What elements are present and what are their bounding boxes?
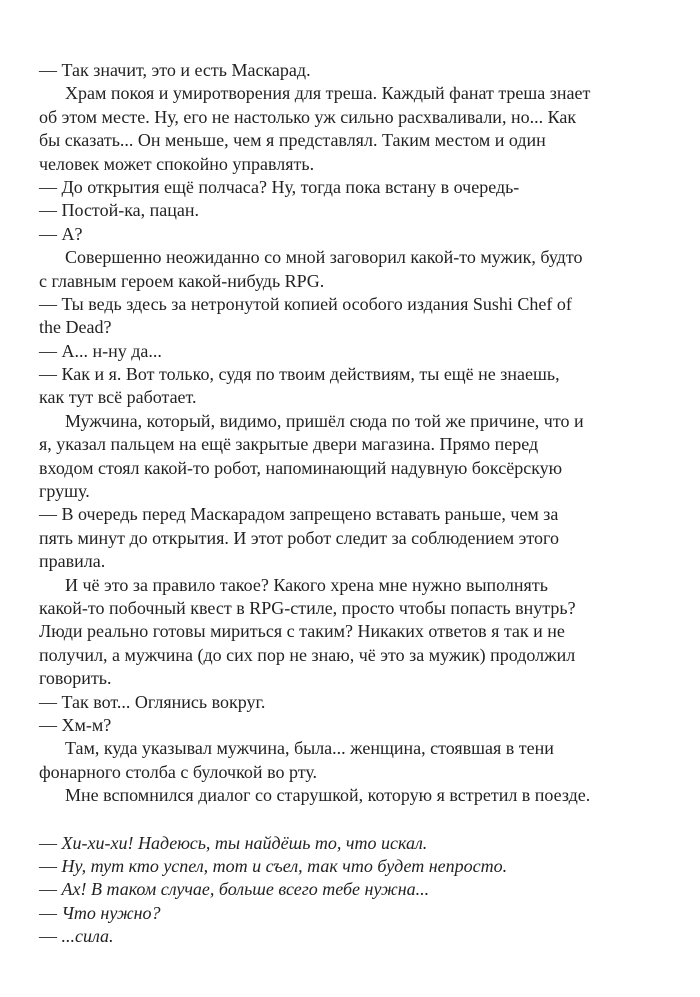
flashback-section	[39, 832, 679, 949]
text-line: какой-то побочный квест в RPG-стиле, просто чтобы попасть внутрь?	[39, 597, 576, 618]
dialogue-dash: —	[39, 926, 62, 947]
text-line: Там, куда указывал мужчина, была... женщина, стоявшая в тени	[65, 738, 554, 759]
flashback-text: ...сила.	[61, 926, 114, 947]
text-line: об этом месте. Ну, его не настолько уж сильно расхваливали, но... Как	[39, 106, 577, 127]
flashback-text: Ну, тут кто успел, тот и съел, так что будет непросто.	[61, 855, 508, 876]
text-line: бы сказать... Он меньше, чем я представлял. Таким местом и один	[39, 130, 546, 151]
text-line: — В очередь перед Маскарадом запрещено вставать раньше, чем за	[39, 504, 559, 525]
flashback-line	[39, 925, 679, 948]
text-line: — До открытия ещё полчаса? Ну, тогда пока встану в очередь-	[39, 176, 520, 197]
flashback-line	[39, 878, 679, 901]
text-line: the Dead?	[39, 317, 112, 338]
text-line: — Так значит, это и есть Маскарад.	[39, 60, 311, 80]
text-line: Люди реально готовы мириться с таким? Никаких ответов я так и не	[39, 621, 565, 642]
dialogue-dash: —	[39, 832, 62, 853]
text-line: — Как и я. Вот только, судя по твоим действиям, ты ещё не знаешь,	[39, 364, 560, 385]
dialogue-dash: —	[39, 879, 62, 900]
text-line: говорить.	[39, 668, 112, 689]
text-line: человек может спокойно управлять.	[39, 153, 315, 174]
text-line: пять минут до открытия. И этот робот следит за соблюдением этого	[39, 527, 559, 548]
text-line: — Ты ведь здесь за нетронутой копией особого издания Sushi Chef of	[39, 293, 572, 314]
text-line: Мне вспомнился диалог со старушкой, которую я встретил в поезде.	[65, 785, 591, 806]
text-line: И чё это за правило такое? Какого хрена мне нужно выполнять	[65, 574, 548, 595]
flashback-text: Хи-хи-хи! Надеюсь, ты найдёшь то, что искал.	[61, 832, 428, 853]
book-page	[39, 59, 679, 948]
text-line: как тут всё работает.	[39, 387, 197, 408]
text-line: Совершенно неожиданно со мной заговорил какой-то мужик, будто	[65, 247, 583, 268]
text-line: — Так вот... Оглянись вокруг.	[39, 691, 266, 712]
text-line: — А?	[39, 223, 83, 244]
text-line: Храм покоя и умиротворения для треша. Каждый фанат треша знает	[65, 83, 591, 104]
text-line: получил, а мужчина (до сих пор не знаю, чё это за мужик) продолжил	[39, 644, 576, 665]
text-line: я, указал пальцем на ещё закрытые двери магазина. Прямо перед	[39, 434, 539, 455]
text-line: грушу.	[39, 481, 90, 502]
prose-section	[39, 59, 679, 808]
text-line: — Хм-м?	[39, 714, 112, 735]
flashback-line	[39, 902, 679, 925]
flashback-text: Что нужно?	[61, 902, 161, 923]
text-line: — А... н-ну да...	[39, 340, 162, 361]
text-line: правила.	[39, 551, 106, 572]
scene-break	[39, 808, 679, 832]
text-line: с главным героем какой-нибудь RPG.	[39, 270, 325, 291]
text-line: — Постой-ка, пацан.	[39, 200, 200, 221]
flashback-text: Ах! В таком случае, больше всего тебе нужна...	[61, 879, 430, 900]
text-line: Мужчина, который, видимо, пришёл сюда по той же причине, что и	[65, 410, 584, 431]
dialogue-dash: —	[39, 855, 62, 876]
flashback-line	[39, 832, 679, 855]
flashback-line	[39, 855, 679, 878]
text-line: фонарного столба с булочкой во рту.	[39, 761, 318, 782]
dialogue-dash: —	[39, 902, 62, 923]
text-line: входом стоял какой-то робот, напоминающий надувную боксёрскую	[39, 457, 563, 478]
